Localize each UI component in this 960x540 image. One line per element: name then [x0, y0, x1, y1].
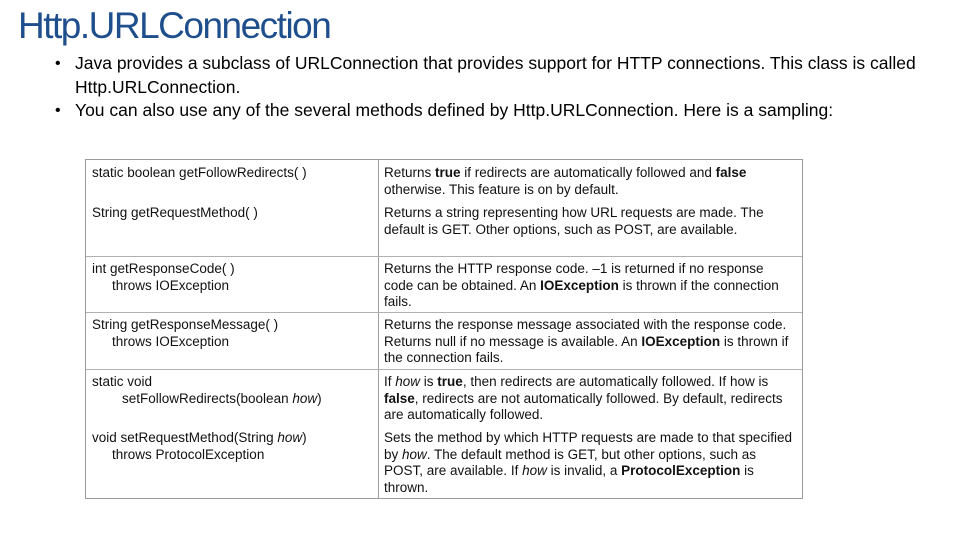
table-row-group: [86, 160, 802, 257]
parameter-name: how: [277, 430, 303, 445]
method-line: void setRequestMethod(String how): [92, 430, 307, 445]
method-line: throws ProtocolException: [112, 446, 265, 462]
parameter-name: how: [292, 390, 318, 406]
bullet-text: [75, 99, 935, 123]
description-segment: . The default method is GET, but other options, such as POST, are available. If: [384, 446, 756, 478]
description-segment: otherwise. This feature is on by default.: [384, 181, 619, 197]
method-line: String getResponseMessage( ): [92, 317, 279, 332]
method-line: throws IOException: [112, 333, 230, 349]
table-row: [86, 257, 802, 313]
description-segment: , redirects are not automatically followed. By default, redirects are automatically followed.: [384, 390, 783, 422]
description-bold-segment: IOException: [540, 277, 619, 293]
bullet-segment-bold: Http.URLConnection: [513, 100, 674, 120]
method-signature: [92, 165, 374, 182]
method-description: [384, 317, 796, 367]
description-segment: is thrown if the connection fails.: [384, 277, 779, 309]
description-segment: , then redirects are automatically followed. If how is: [462, 374, 769, 389]
description-segment: is: [420, 374, 438, 389]
table-row: [86, 313, 802, 370]
bullet-text: [75, 52, 935, 99]
method-signature: [92, 317, 374, 350]
bullet-segment: . Here is a sampling:: [673, 100, 834, 120]
bullet-segment: .: [235, 76, 241, 97]
methods-table: [85, 159, 803, 499]
method-signature: [92, 374, 374, 407]
method-line: int getResponseCode( ): [92, 261, 235, 276]
table-row-group: [86, 370, 802, 498]
bullet-segment: that provides support for HTTP connections. This class is called: [418, 53, 916, 73]
bullet-item-2: [55, 99, 935, 123]
description-bold-segment: false: [715, 165, 747, 180]
method-line: static void: [92, 374, 153, 389]
description-bold-segment: IOException: [641, 333, 721, 349]
method-line: String getRequestMethod( ): [92, 205, 258, 220]
bullet-segment: Java provides a subclass of: [75, 53, 295, 73]
bullet-list: [55, 52, 935, 123]
description-segment: is invalid, a: [546, 463, 622, 478]
description-segment: Returns the response message associated with the response code. Returns null if no message is available. An: [384, 317, 787, 349]
description-segment: Returns the HTTP response code. –1 is returned if no response code can be obtained. An: [384, 261, 764, 293]
method-description: [384, 205, 796, 238]
bullet-item-1: [55, 52, 935, 99]
description-bold-segment: true: [435, 165, 461, 180]
description-segment: Returns: [384, 165, 436, 180]
method-line: throws IOException: [112, 277, 230, 293]
method-description: [384, 165, 796, 198]
bullet-symbol: •: [55, 102, 61, 119]
description-segment: is thrown.: [384, 463, 754, 495]
slide-title: Http.URLConnection: [18, 5, 331, 46]
bullet-segment: You can also use any of the several methods defined by: [75, 100, 514, 120]
method-line: static boolean getFollowRedirects( ): [92, 165, 307, 180]
method-signature: [92, 430, 374, 463]
method-signature: [92, 261, 374, 294]
bullet-symbol: •: [55, 55, 61, 72]
description-segment: Returns a string representing how URL requests are made. The default is GET. Other options, such as POST, are available.: [384, 205, 764, 237]
method-line: setFollowRedirects(boolean how): [122, 390, 322, 406]
bullet-segment-bold: Http.URLConnection: [75, 76, 236, 97]
method-signature: [92, 205, 374, 222]
description-segment: If: [384, 374, 396, 389]
method-description: [384, 374, 796, 424]
description-bold-segment: false: [384, 390, 415, 406]
description-italic-segment: how: [402, 446, 427, 462]
description-bold-segment: ProtocolException: [621, 463, 741, 478]
description-italic-segment: how: [395, 374, 421, 389]
description-segment: is thrown if the connection fails.: [384, 333, 789, 365]
method-description: [384, 261, 796, 311]
method-description: [384, 430, 796, 496]
description-segment: Sets the method by which HTTP requests are made to that specified by: [384, 430, 792, 462]
description-italic-segment: how: [522, 463, 547, 478]
bullet-segment-bold: URLConnection: [294, 53, 419, 73]
description-segment: if redirects are automatically followed and: [460, 165, 716, 180]
description-bold-segment: true: [437, 374, 463, 389]
